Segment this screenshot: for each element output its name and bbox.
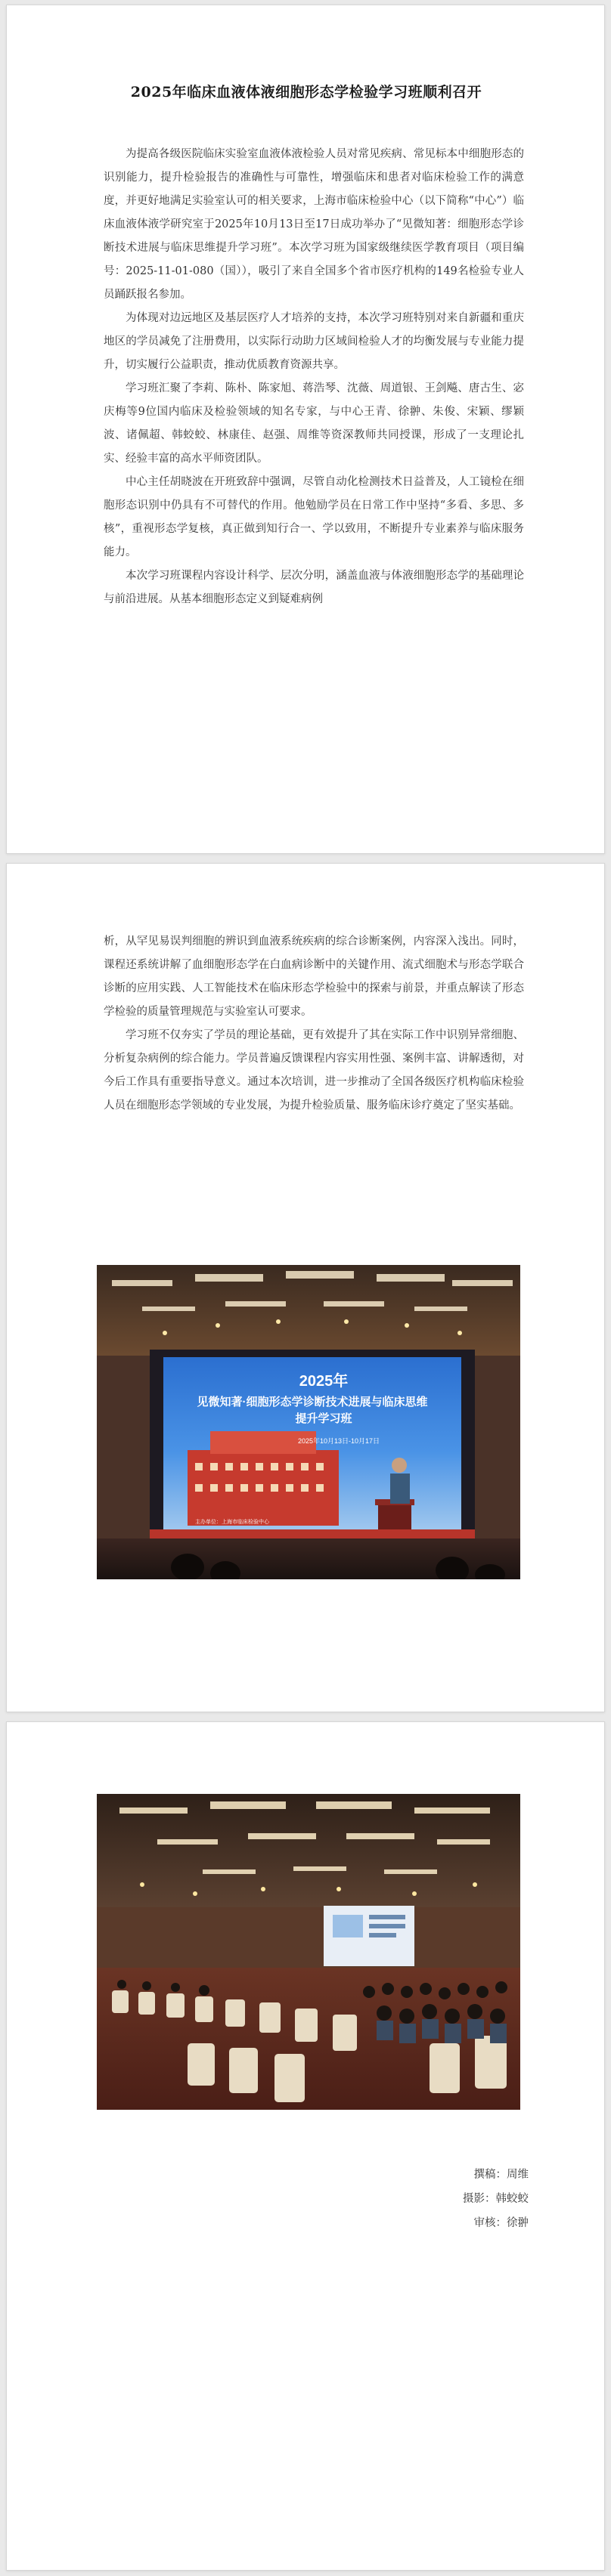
document-page-1 [6, 5, 605, 854]
photo-opening-ceremony [97, 1265, 520, 1579]
banner-title-line-2: 提升学习班 [295, 1412, 352, 1425]
banner-title-line-1: 见微知著·细胞形态学诊断技术进展与临床思维 [197, 1396, 428, 1409]
credit-reviewer: 审核：徐翀 [473, 2217, 529, 2229]
article-title: 2025年临床血液体液细胞形态学检验学习班顺利召开 [130, 84, 482, 101]
paragraph-3: 学习班汇聚了李莉、陈朴、陈家旭、蒋浩琴、沈薇、周道银、王剑飚、唐古生、宓庆梅等9位国内临床及检验领域的知名专家，与中心王青、徐翀、朱俊、宋颖、缪颖波、诸佩超、韩蛟蛟、林康佳、赵强、周维等资深教师共同授课，形成了一支理论扎实、经验丰富的高水平师资团队。 [104, 382, 524, 465]
paragraph-2: 为体现对边远地区及基层医疗人才培养的支持，本次学习班特别对来自新疆和重庆地区的学员减免了注册费用，以实际行动助力区域间检验人才的均衡发展与专业能力提升，切实履行公益职责，推动优质教育资源共享。 [104, 312, 524, 371]
paragraph-6: 学习班不仅夯实了学员的理论基础，更有效提升了其在实际工作中识别异常细胞、分析复杂病例的综合能力。学员普遍反馈课程内容实用性强、案例丰富、讲解透彻，对今后工作具有重要指导意义。通过本次培训，进一步推动了全国各级医疗机构临床检验人员在细胞形态学领域的专业发展，为提升检验质量、服务临床诊疗奠定了坚实基础。 [104, 1029, 524, 1112]
banner-organizer: 主办单位：上海市临床检验中心 [195, 1520, 269, 1525]
paragraph-1: 为提高各级医院临床实验室血液体液检验人员对常见疾病、常见标本中细胞形态的识别能力，提升检验报告的准确性与可靠性，增强临床和患者对临床检验工作的满意度，并更好地满足实验室认可的相关要求，上海市临床检验中心（以下简称“中心”）临床血液体液学研究室于2025年10月13日至17日成功举办了“见微知著：细胞形态学诊断技术进展与临床思维提升学习班”。本次学习班为国家级继续医学教育项目（项目编号：2025-11-01-080（国）），吸引了来自全国多个省市医疗机构的149名检验专业人员踊跃报名参加。 [104, 148, 524, 301]
paragraph-5-start: 本次学习班课程内容设计科学、层次分明，涵盖血液与体液细胞形态学的基础理论与前沿进展。从基本细胞形态定义到疑难病例 [104, 570, 524, 605]
banner-date: 2025年10月13日-10月17日 [297, 1437, 380, 1445]
document-page-2 [6, 863, 605, 1712]
article-body-page-1 [104, 143, 524, 611]
photo-audience-hall [97, 1794, 520, 2110]
banner-year: 2025年 [299, 1373, 349, 1390]
credit-writer: 撰稿：周维 [473, 2169, 529, 2181]
article-body-page-2 [104, 930, 524, 1118]
document-page-3 [6, 1721, 605, 2571]
credit-photographer: 摄影：韩蛟蛟 [463, 2193, 529, 2205]
paragraph-4: 中心主任胡晓波在开班致辞中强调，尽管自动化检测技术日益普及，人工镜检在细胞形态识别中仍具有不可替代的作用。他勉励学员在日常工作中坚持“多看、多思、多核”，重视形态学复核，真正做到知行合一、学以致用，不断提升专业素养与临床服务能力。 [104, 476, 524, 558]
article-credits [463, 2163, 529, 2235]
paragraph-5-continued: 析，从罕见易误判细胞的辨识到血液系统疾病的综合诊断案例，内容深入浅出。同时，课程还系统讲解了血细胞形态学在白血病诊断中的关键作用、流式细胞术与形态学联合诊断的应用实践、人工智能技术在临床形态学检验中的探索与前景，并重点解读了形态学检验的质量管理规范与实验室认可要求。 [104, 935, 524, 1018]
